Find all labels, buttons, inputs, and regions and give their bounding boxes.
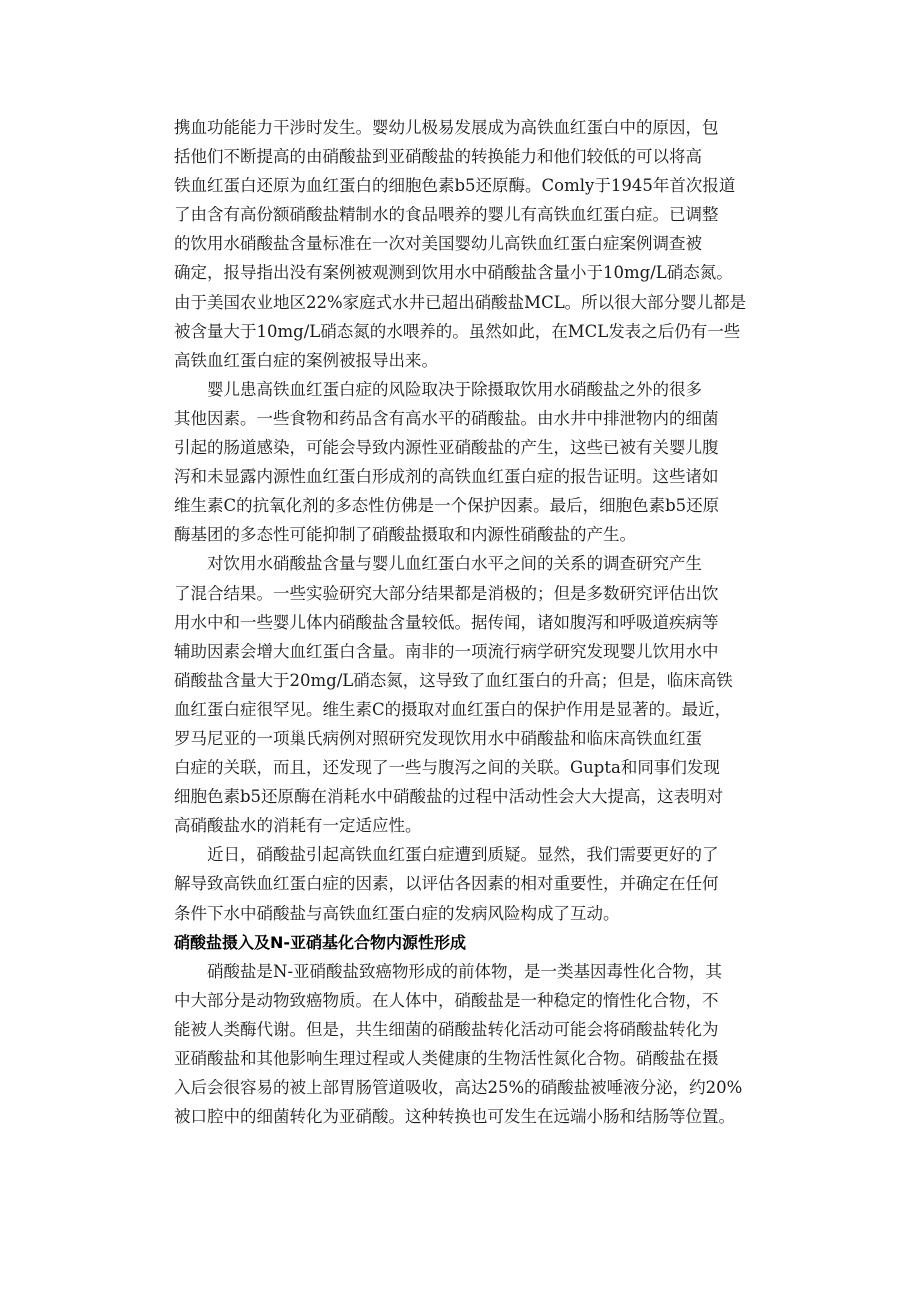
text-line: 酶基团的多态性可能抑制了硝酸盐摄取和内源性硝酸盐的产生。 — [174, 525, 636, 545]
text-line: 罗马尼亚的一项巢氏病例对照研究发现饮用水中硝酸盐和临床高铁血红蛋 — [174, 728, 702, 748]
text-line: 白症的关联，而且，还发现了一些与腹泻之间的关联。Gupta和同事们发现 — [174, 758, 720, 778]
text-line: 解导致高铁血红蛋白症的因素，以评估各因素的相对重要性，并确定在任何 — [174, 874, 719, 894]
text-line: 硝酸盐含量大于20mg/L硝态氮，这导致了血红蛋白的升高；但是，临床高铁 — [174, 670, 733, 690]
text-line: 辅助因素会增大血红蛋白含量。南非的一项流行病学研究发现婴儿饮用水中 — [174, 641, 719, 661]
text-line: 条件下水中硝酸盐与高铁血红蛋白症的发病风险构成了互动。 — [174, 903, 620, 923]
text-line: 确定，报导指出没有案例被观测到饮用水中硝酸盐含量小于10mg/L硝态氮。 — [174, 263, 733, 283]
section-heading: 硝酸盐摄入及N-亚硝基化合物内源性形成 — [174, 932, 467, 952]
paragraph-first-line: 婴儿患高铁血红蛋白症的风险取决于除摄取饮用水硝酸盐之外的很多 — [207, 379, 702, 399]
text-line: 亚硝酸盐和其他影响生理过程或人类健康的生物活性氮化合物。硝酸盐在摄 — [174, 1049, 719, 1068]
paragraph-first-line: 近日，硝酸盐引起高铁血红蛋白症遭到质疑。显然，我们需要更好的了 — [207, 845, 719, 865]
text-line: 括他们不断提高的由硝酸盐到亚硝酸盐的转换能力和他们较低的可以将高 — [174, 147, 702, 167]
paragraph-first-line: 硝酸盐是N-亚硝酸盐致癌物形成的前体物，是一类基因毒性化合物，其 — [207, 961, 723, 981]
text-line: 被口腔中的细菌转化为亚硝酸。这种转换也可发生在远端小肠和结肠等位置。 — [174, 1107, 735, 1127]
text-line: 血红蛋白症很罕见。维生素C的摄取对血红蛋白的保护作用是显著的。最近， — [174, 699, 732, 719]
text-line: 能被人类酶代谢。但是，共生细菌的硝酸盐转化活动可能会将硝酸盐转化为 — [174, 1019, 719, 1039]
text-line: 细胞色素b5还原酶在消耗水中硝酸盐的过程中活动性会大大提高，这表明对 — [174, 787, 724, 807]
text-line: 的饮用水硝酸盐含量标准在一次对美国婴幼儿高铁血红蛋白症案例调查被 — [174, 234, 702, 254]
paragraph-first-line: 对饮用水硝酸盐含量与婴儿血红蛋白水平之间的关系的调查研究产生 — [207, 554, 702, 574]
text-line: 高硝酸盐水的消耗有一定适应性。 — [174, 816, 422, 836]
text-line: 铁血红蛋白还原为血红蛋白的细胞色素b5还原酶。Comly于1945年首次报道 — [174, 176, 736, 196]
document-body — [174, 113, 814, 1131]
text-line: 了由含有高份额硝酸盐精制水的食品喂养的婴儿有高铁血红蛋白症。已调整 — [174, 205, 719, 225]
text-line: 由于美国农业地区22%家庭式水井已超出硝酸盐MCL。所以很大部分婴儿都是 — [174, 292, 747, 312]
text-line: 引起的肠道感染，可能会导致内源性亚硝酸盐的产生，这些已被有关婴儿腹 — [174, 438, 719, 458]
text-line: 被含量大于10mg/L硝态氮的水喂养的。虽然如此，在MCL发表之后仍有一些 — [174, 321, 741, 341]
text-line: 了混合结果。一些实验研究大部分结果都是消极的；但是多数研究评估出饮 — [174, 583, 719, 603]
text-line: 泻和未显露内源性血红蛋白形成剂的高铁血红蛋白症的报告证明。这些诸如 — [174, 467, 719, 487]
text-line: 维生素C的抗氧化剂的多态性仿佛是一个保护因素。最后，细胞色素b5还原 — [174, 496, 720, 516]
text-line: 其他因素。一些食物和药品含有高水平的硝酸盐。由水井中排泄物内的细菌 — [174, 408, 719, 428]
text-line: 携血功能能力干涉时发生。婴幼儿极易发展成为高铁血红蛋白中的原因，包 — [174, 118, 719, 137]
text-line: 用水中和一些婴儿体内硝酸盐含量较低。据传闻，诸如腹泻和呼吸道疾病等 — [174, 612, 719, 632]
text-line: 高铁血红蛋白症的案例被报导出来。 — [174, 350, 438, 370]
text-line: 入后会很容易的被上部胃肠管道吸收，高达25%的硝酸盐被唾液分泌，约20% — [174, 1078, 743, 1098]
text-line: 中大部分是动物致癌物质。在人体中，硝酸盐是一种稳定的惰性化合物，不 — [174, 990, 719, 1010]
